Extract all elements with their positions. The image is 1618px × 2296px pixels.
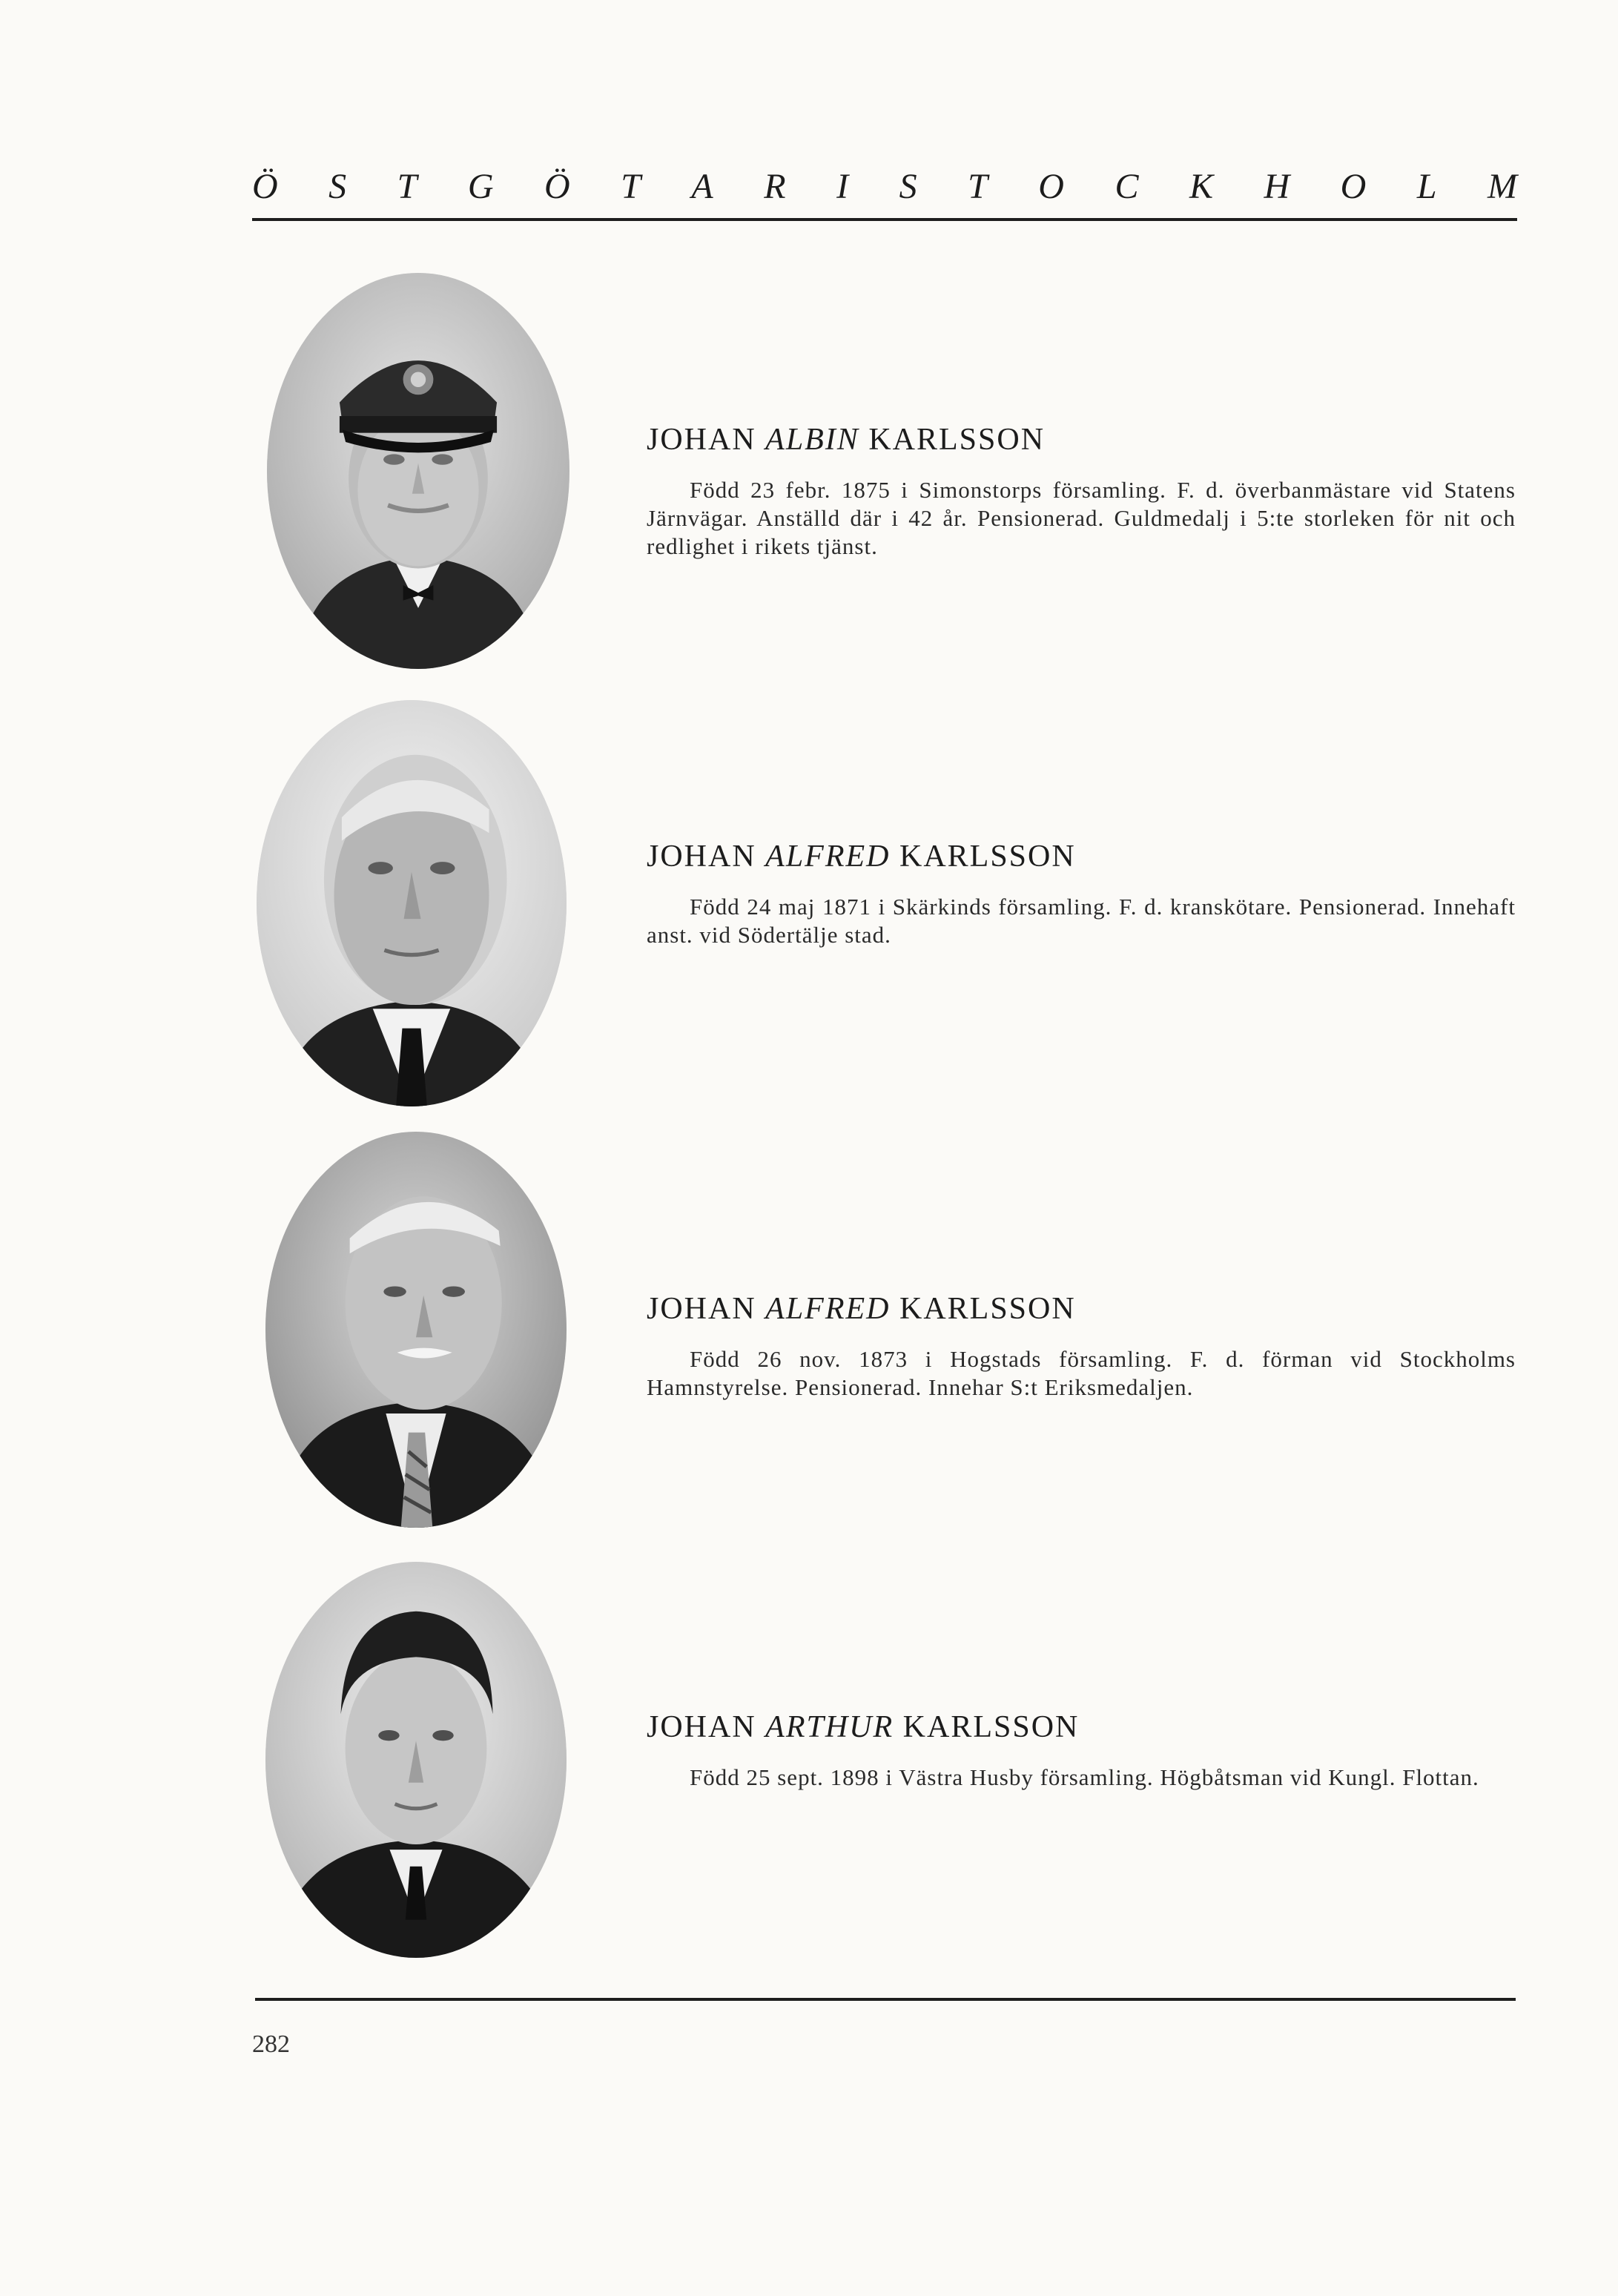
name-middle: ALBIN: [765, 423, 859, 457]
header-rule: [252, 218, 1517, 221]
header-letter: H: [1264, 167, 1290, 206]
entry-3: [647, 1293, 1516, 1402]
header-letter: A: [691, 167, 713, 206]
header-letter: M: [1487, 167, 1517, 206]
portrait-3: [265, 1132, 567, 1528]
header-letter: I: [836, 167, 849, 206]
entry-bio: Född 25 sept. 1898 i Västra Husby församling. Högbåtsman vid Kungl. Flottan.: [690, 1764, 1479, 1790]
header-letter: L: [1416, 167, 1437, 206]
name-first: JOHAN: [647, 839, 756, 874]
portrait-photo-2: [257, 700, 567, 1106]
header-letter: Ö: [252, 167, 278, 206]
header-letter: S: [328, 167, 347, 206]
running-header: [252, 166, 1517, 207]
entry-1: [647, 424, 1516, 561]
header-letter: O: [1340, 167, 1367, 206]
header-letter: T: [621, 167, 641, 206]
portrait-photo-1: [267, 273, 569, 669]
name-first: JOHAN: [647, 1292, 756, 1326]
name-middle: ALFRED: [765, 1292, 891, 1326]
footer-rule: [255, 1998, 1516, 2001]
header-letter: T: [397, 167, 417, 206]
name-first: JOHAN: [647, 423, 756, 457]
header-letter: R: [764, 167, 786, 206]
header-letter: G: [467, 167, 494, 206]
header-letter: K: [1189, 167, 1213, 206]
entry-name: [647, 424, 1516, 455]
header-letter: S: [899, 167, 917, 206]
portrait-photo-3: [265, 1132, 567, 1528]
name-middle: ARTHUR: [765, 1710, 894, 1744]
entry-4: [647, 1712, 1516, 1792]
entry-bio: Född 26 nov. 1873 i Hogstads församling. F. d. förman vid Stockholms Hamnstyrelse. Pensionerad. Innehar S:t Eriksmedaljen.: [647, 1346, 1516, 1400]
entry-bio: Född 24 maj 1871 i Skärkinds församling. F. d. kranskötare. Pensionerad. Innehaft anst. vid Södertälje stad.: [647, 894, 1516, 948]
entry-bio: Född 23 febr. 1875 i Simonstorps församling. F. d. överbanmästare vid Statens Järnvägar. Anställd där i 42 år. Pensionerad. Guldmedalj i 5:te storleken för nit och redlighet i rikets tjänst.: [647, 477, 1516, 559]
portrait-1: [267, 273, 569, 669]
header-letter: T: [968, 167, 988, 206]
name-last: KARLSSON: [868, 423, 1046, 457]
name-last: KARLSSON: [902, 1710, 1080, 1744]
header-letter: O: [1038, 167, 1064, 206]
name-middle: ALFRED: [765, 839, 891, 874]
entry-name: [647, 841, 1516, 872]
name-last: KARLSSON: [899, 839, 1076, 874]
page-number: 282: [252, 2031, 290, 2058]
entry-name: [647, 1712, 1516, 1743]
name-first: JOHAN: [647, 1710, 756, 1744]
portrait-2: [257, 700, 567, 1106]
portrait-photo-4: [265, 1562, 567, 1958]
entry-2: [647, 841, 1516, 949]
name-last: KARLSSON: [899, 1292, 1076, 1326]
header-letter: C: [1115, 167, 1139, 206]
entry-name: [647, 1293, 1516, 1325]
header-letter: Ö: [544, 167, 570, 206]
portrait-4: [265, 1562, 567, 1958]
